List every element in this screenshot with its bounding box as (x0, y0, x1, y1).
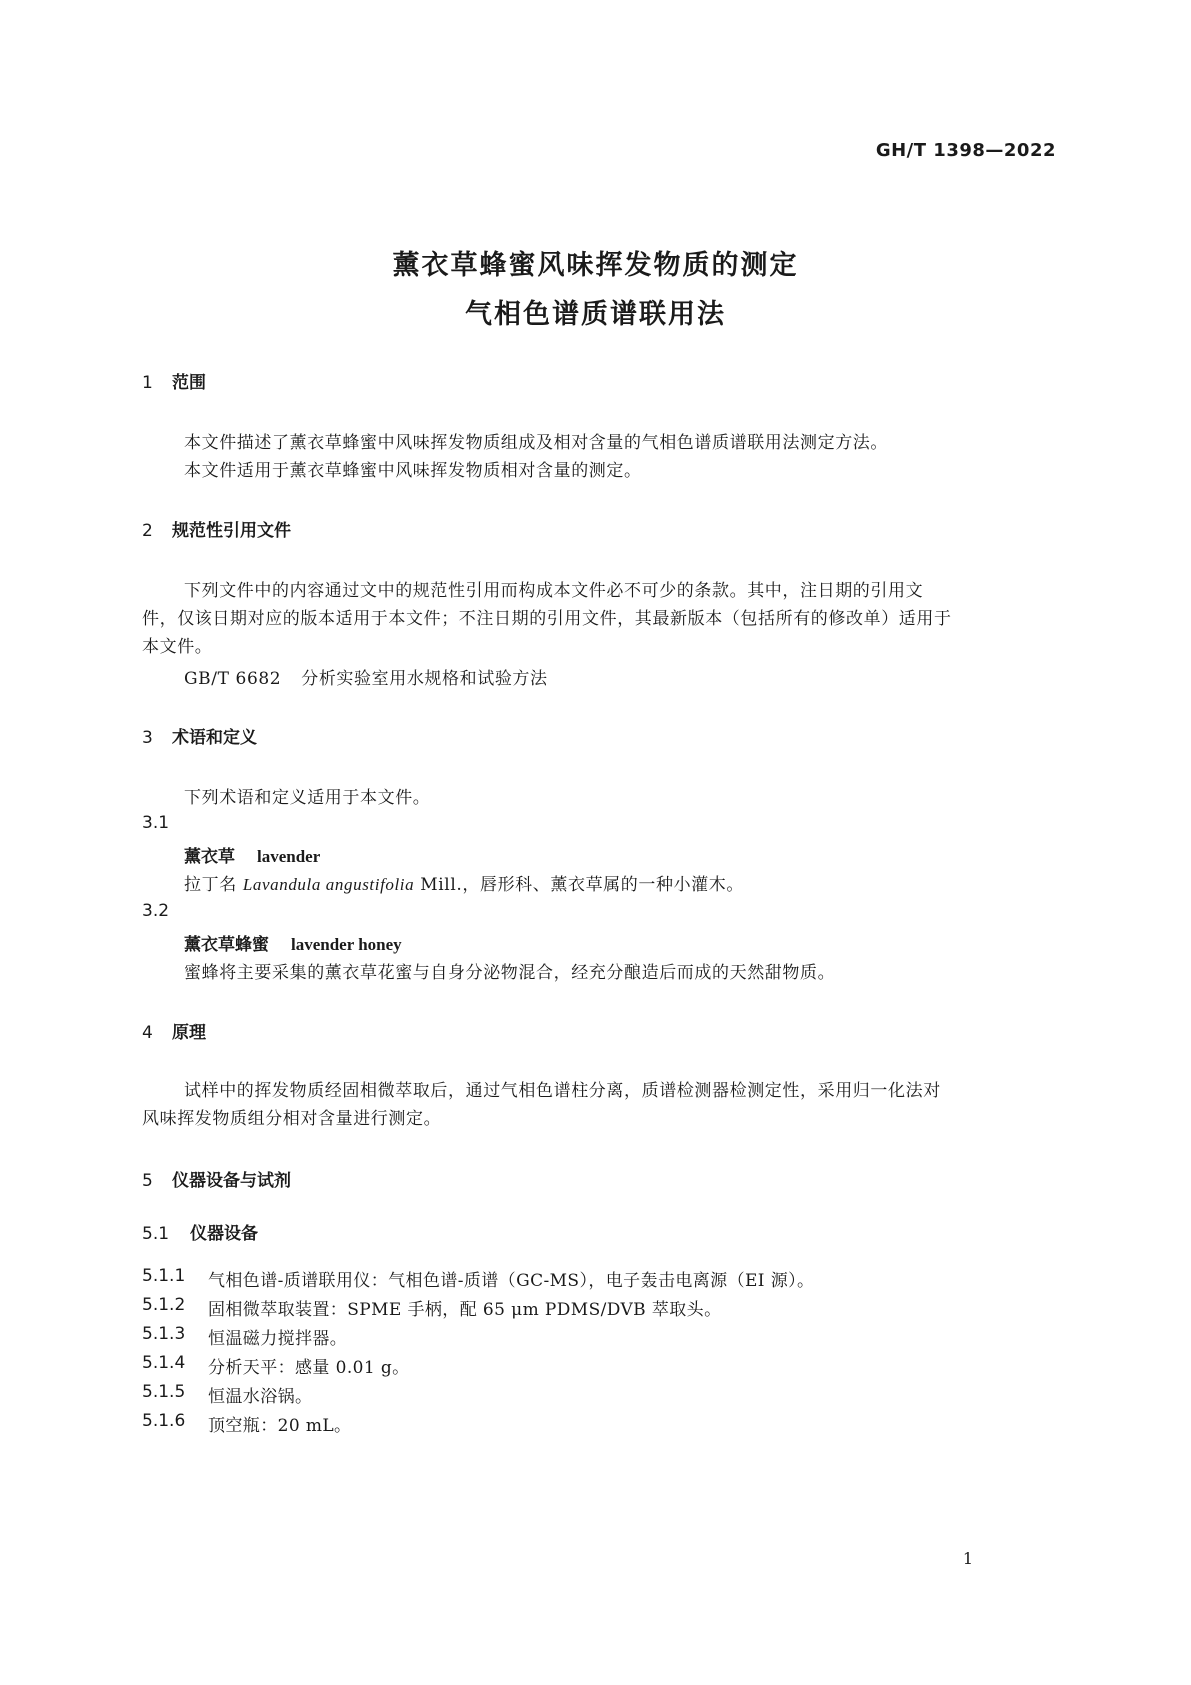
section-number: 5 (142, 1171, 153, 1191)
reference-code: GB/T 6682 (184, 669, 282, 689)
term-english: lavender honey (291, 935, 402, 954)
section-title: 规范性引用文件 (172, 521, 291, 541)
section-number: 1 (142, 373, 153, 393)
section-title: 范围 (172, 373, 206, 393)
subsection-5-1-heading (142, 1219, 258, 1244)
section-1-heading (142, 368, 206, 393)
section-2-paragraph-line-3: 本文件。 (142, 637, 213, 657)
section-2-heading (142, 516, 291, 541)
section-1-paragraph-1: 本文件描述了薰衣草蜂蜜中风味挥发物质组成及相对含量的气相色谱质谱联用法测定方法。 (184, 433, 888, 453)
definition-prefix: 拉丁名 (184, 875, 237, 895)
term-chinese: 薰衣草蜂蜜 (184, 935, 269, 955)
section-4-heading (142, 1018, 206, 1043)
standard-code: GH/T 1398—2022 (875, 140, 1056, 161)
item-number: 5.1.2 (142, 1295, 186, 1315)
section-3-intro: 下列术语和定义适用于本文件。 (184, 788, 431, 808)
section-number: 3 (142, 728, 153, 748)
section-1-paragraph-2: 本文件适用于薰衣草蜂蜜中风味挥发物质相对含量的测定。 (184, 461, 642, 481)
term-definition: 蜜蜂将主要采集的薰衣草花蜜与自身分泌物混合，经充分酿造后而成的天然甜物质。 (184, 963, 836, 983)
subsection-title: 仪器设备 (190, 1224, 258, 1244)
section-number: 4 (142, 1023, 153, 1043)
section-title: 仪器设备与试剂 (172, 1171, 291, 1191)
item-text: 恒温水浴锅。 (208, 1387, 313, 1407)
section-4-paragraph-line-1: 试样中的挥发物质经固相微萃取后，通过气相色谱柱分离，质谱检测器检测定性，采用归一化法对 (184, 1081, 941, 1101)
item-number: 5.1.5 (142, 1382, 186, 1402)
item-text: 恒温磁力搅拌器。 (208, 1329, 348, 1349)
term-number: 3.2 (142, 901, 170, 921)
item-number: 5.1.3 (142, 1324, 186, 1344)
section-4-paragraph-line-2: 风味挥发物质组分相对含量进行测定。 (142, 1109, 442, 1129)
term-number: 3.1 (142, 813, 170, 833)
section-title: 术语和定义 (172, 728, 257, 748)
item-text: 气相色谱-质谱联用仪：气相色谱-质谱（GC-MS），电子轰击电离源（EI 源）。 (208, 1271, 815, 1291)
item-text: 分析天平：感量 0.01 g。 (208, 1358, 410, 1378)
page-number: 1 (962, 1549, 973, 1568)
term-chinese: 薰衣草 (184, 847, 235, 867)
section-number: 2 (142, 521, 153, 541)
definition-suffix: Mill.，唇形科、薰衣草属的一种小灌木。 (420, 875, 744, 895)
term-heading (184, 842, 320, 867)
item-text: 顶空瓶：20 mL。 (208, 1416, 352, 1436)
section-3-heading (142, 723, 257, 748)
item-text: 固相微萃取装置：SPME 手柄，配 65 μm PDMS/DVB 萃取头。 (208, 1300, 722, 1320)
item-number: 5.1.6 (142, 1411, 186, 1431)
term-definition (184, 870, 744, 895)
section-5-heading (142, 1166, 291, 1191)
term-heading (184, 930, 402, 955)
section-2-paragraph-line-1: 下列文件中的内容通过文中的规范性引用而构成本文件必不可少的条款。其中，注日期的引用文 (184, 581, 924, 601)
latin-name: Lavandula angustifolia (242, 875, 415, 894)
document-title-line-2: 气相色谱质谱联用法 (465, 299, 726, 330)
item-number: 5.1.1 (142, 1266, 186, 1286)
document-title-line-1: 薰衣草蜂蜜风味挥发物质的测定 (392, 250, 799, 281)
subsection-number: 5.1 (142, 1224, 170, 1244)
reference-title: 分析实验室用水规格和试验方法 (301, 669, 548, 689)
term-english: lavender (257, 847, 321, 866)
section-title: 原理 (172, 1023, 206, 1043)
item-number: 5.1.4 (142, 1353, 186, 1373)
section-2-paragraph-line-2: 件，仅该日期对应的版本适用于本文件；不注日期的引用文件，其最新版本（包括所有的修改单）适用于 (142, 609, 952, 629)
normative-reference (184, 664, 548, 689)
